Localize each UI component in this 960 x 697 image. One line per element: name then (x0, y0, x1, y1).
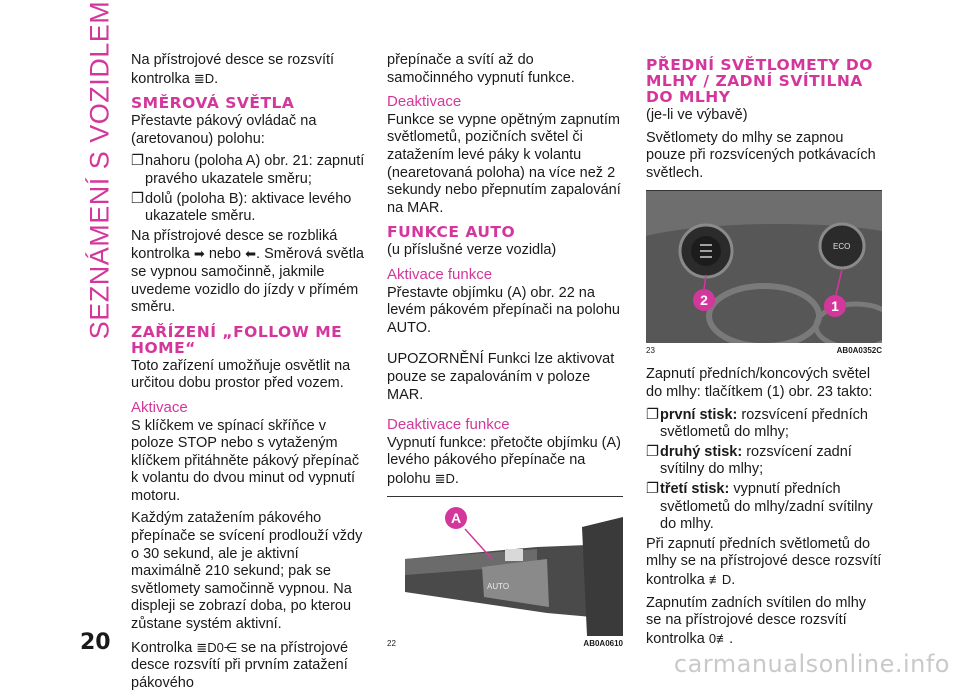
paragraph-blink: Na přístrojové desce se rozbliká kontrolka ➡ nebo ⬅. Směrová světla se vypnou samočinně, jakmile uvedeme vozidlo do jízdy v přímém směru. (131, 227, 365, 316)
lever-drawing (387, 497, 623, 636)
figure-23 (646, 190, 882, 356)
list-item: ❐ nahoru (poloha A) obr. 21: zapnutí pravého ukazatele směru; (131, 153, 365, 187)
buttons-photo (646, 191, 882, 343)
paragraph-aktivace: S klíčkem ve spínací skříňce v poloze STOP nebo s vytaženým klíčkem přitáhněte pákový přepínač k volantu do dvou minut od vypnutí motoru. (131, 417, 360, 504)
arrow-right-icon: ➡ (193, 246, 205, 262)
rear-fog-light-icon: 0≢ (708, 630, 730, 646)
high-beam-icon: ≣D (434, 470, 455, 486)
figure-22 (387, 496, 623, 649)
list-item: ❐ druhý stisk: rozsvícení zadní svítilny do mlhy; (646, 443, 852, 478)
paragraph-deaktivace: Funkce se vypne opětným zapnutím světlometů, pozičních světel či zatažením levé páky k volantu (nearetovaná poloha) na více než 2 sekundy nebo přepnutím zapalování na MAR. (387, 111, 621, 216)
paragraph-fog-3: Při zapnutí předních světlometů do mlhy se na přístrojové desce rozsvítí kontrolka ≢D. (646, 535, 882, 588)
heading-aktivace: Aktivace (131, 398, 188, 416)
bullet-icon: ❐ (131, 190, 144, 207)
marker-1: 1 (824, 295, 846, 317)
paragraph-follow: Toto zařízení umožňuje osvětlit na určitou dobu prostor před vozem. (131, 357, 351, 392)
figure-code: AB0A0610 (583, 639, 623, 649)
heading-turn-signals: SMĚROVÁ SVĚTLA (131, 94, 295, 113)
lever-illustration (387, 497, 623, 636)
bullet-icon: ❐ (646, 443, 659, 460)
figure-caption (387, 639, 623, 649)
figure-code: AB0A0352C (836, 346, 882, 356)
buttons-drawing (646, 191, 882, 343)
section-title-vertical (70, 0, 130, 340)
paragraph-aktivace-2: Každým zatažením pákového přepínače se svícení prodlouží vždy o 30 sekund, ale je aktivní maximálně 210 sekund; pak se světlomety samočinně vypnou. Na displeji se zobrazí doba, po kterou zůstane systém aktivní. (131, 510, 363, 633)
paragraph-aktivace-3: Kontrolka ≣D0⋲ se na přístrojové desce rozsvítí při prvním zatažení pákového (131, 639, 349, 691)
heading-aktivace-funkce: Aktivace funkce (387, 265, 493, 283)
marker-a: A (445, 507, 467, 529)
paragraph-fog: Světlomety do mlhy se zapnou pouze při rozsvícených potkávacích světlech. (646, 129, 876, 181)
heading-fog-lights: PŘEDNÍ SVĚTLOMETY DO MLHY / ZADNÍ SVÍTILNA DO MLHY (646, 56, 873, 106)
figure-number: 23 (646, 346, 655, 356)
svg-text:AUTO: AUTO (487, 582, 510, 592)
bullet-icon: ❐ (646, 480, 659, 497)
paragraph-turn: Přestavte pákový ovládač na (aretovanou) polohu: (131, 113, 317, 147)
svg-text:ECO: ECO (833, 242, 851, 252)
paragraph-fog-4: Zapnutím zadních svítilen do mlhy se na přístrojové desce rozsvítí kontrolka 0≢. (646, 594, 867, 647)
front-fog-light-icon: ≢D (708, 571, 732, 587)
paragraph-intro: Na přístrojové desce se rozsvítí kontrolka ≣D. (131, 52, 335, 87)
watermark: carmanualsonline.info (673, 650, 950, 678)
list-item: ❐ první stisk: rozsvícení předních světlometů do mlhy; (646, 406, 868, 441)
column-1 (131, 52, 367, 697)
section-title-text: SEZNÁMENÍ S VOZIDLEM (84, 0, 115, 340)
paragraph-fog-note: (je-li ve výbavě) (646, 107, 748, 123)
heading-deaktivace: Deaktivace (387, 93, 462, 111)
column-3 (646, 52, 882, 653)
paragraph-auto-note: (u příslušné verze vozidla) (387, 242, 557, 259)
marker-2: 2 (693, 289, 715, 311)
paragraph-aktivace-funkce: Přestavte objímku (A) obr. 22 na levém pákovém přepínači na polohu AUTO. (387, 284, 620, 336)
heading-deaktivace-funkce: Deaktivace funkce (387, 416, 510, 434)
bullet-icon: ❐ (646, 406, 659, 423)
paragraph-deaktivace-funkce: Vypnutí funkce: přetočte objímku (A) levého pákového přepínače na polohu ≣D. (387, 434, 621, 487)
figure-number: 22 (387, 639, 396, 649)
paragraph-warning: UPOZORNĚNÍ Funkci lze aktivovat pouze se zapalováním v poloze MAR. (387, 351, 615, 403)
list-item: ❐ dolů (poloha B): aktivace levého ukazatele směru. (131, 190, 352, 225)
figure-caption (646, 346, 882, 356)
arrow-left-icon: ⬅ (245, 246, 257, 262)
high-beam-icon: ≣D (193, 70, 215, 86)
list-item: ❐ třetí stisk: vypnutí předních světlometů do mlhy/zadní svítilny do mlhy. (646, 480, 873, 533)
follow-me-home-icon: ≣D0⋲ (196, 639, 237, 655)
paragraph-continued: přepínače a svítí až do samočinného vypnutí funkce. (387, 52, 575, 86)
page-number: 20 (80, 630, 111, 655)
heading-follow-me-home: ZAŘÍZENÍ „FOLLOW ME HOME“ (131, 322, 343, 357)
paragraph-fog-2: Zapnutí předních/koncových světel do mlhy: tlačítkem (1) obr. 23 takto: (646, 366, 873, 400)
column-2 (387, 52, 623, 649)
bullet-icon: ❐ (131, 153, 144, 170)
heading-funkce-auto: FUNKCE AUTO (387, 223, 516, 242)
